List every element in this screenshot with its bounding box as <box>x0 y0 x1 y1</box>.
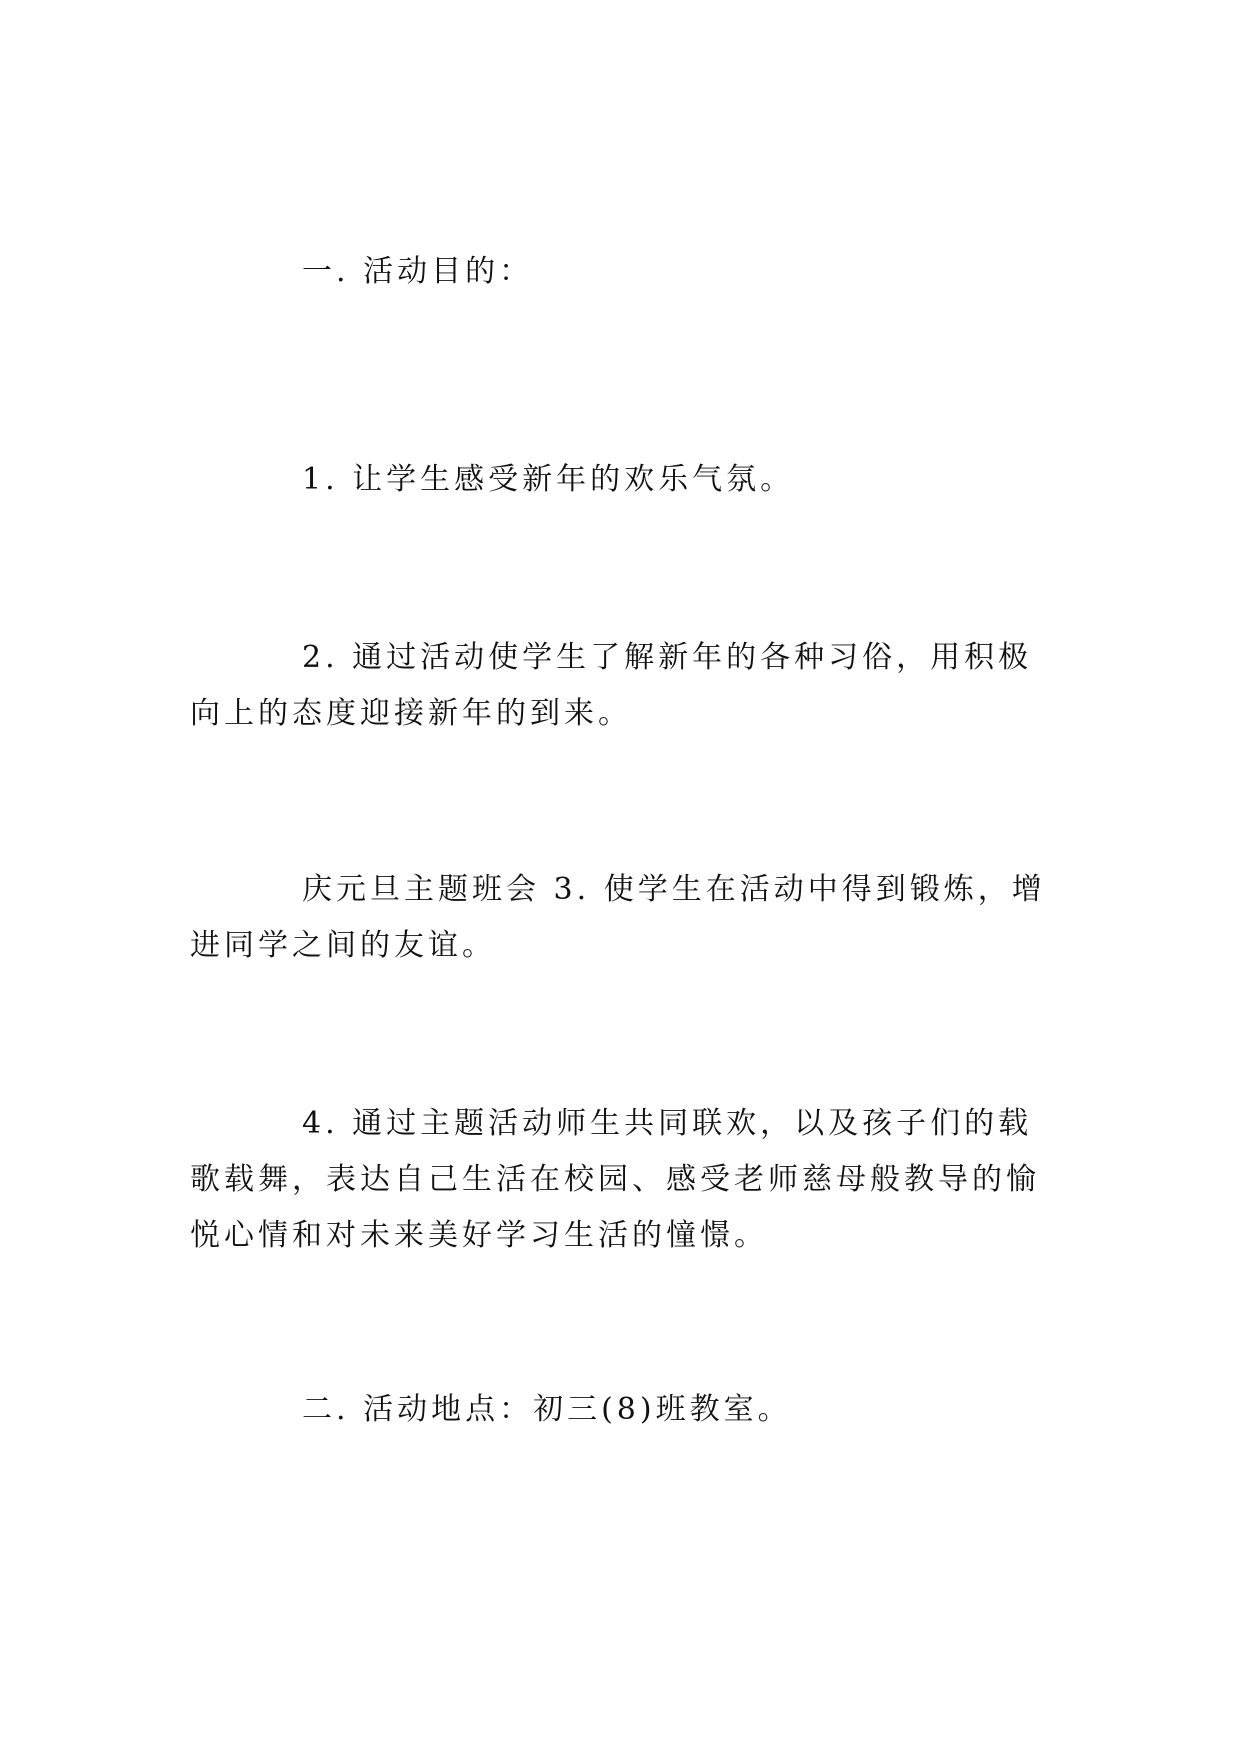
purpose-item-4: 4. 通过主题活动师生共同联欢，以及孩子们的载歌载舞，表达自己生活在校园、感受老师慈母般教导的愉悦心情和对未来美好学习生活的憧憬。 <box>190 1106 1040 1253</box>
purpose-item-3: 庆元旦主题班会 3. 使学生在活动中得到锻炼，增进同学之间的友谊。 <box>190 872 1046 963</box>
section-heading-activity-location: 二. 活动地点：初三(8)班教室。 <box>302 1392 792 1427</box>
section-heading-activity-purpose: 一. 活动目的： <box>302 254 534 289</box>
purpose-item-2: 2. 通过活动使学生了解新年的各种习俗，用积极向上的态度迎接新年的到来。 <box>190 640 1033 731</box>
purpose-item-1: 1. 让学生感受新年的欢乐气氛。 <box>302 462 795 497</box>
